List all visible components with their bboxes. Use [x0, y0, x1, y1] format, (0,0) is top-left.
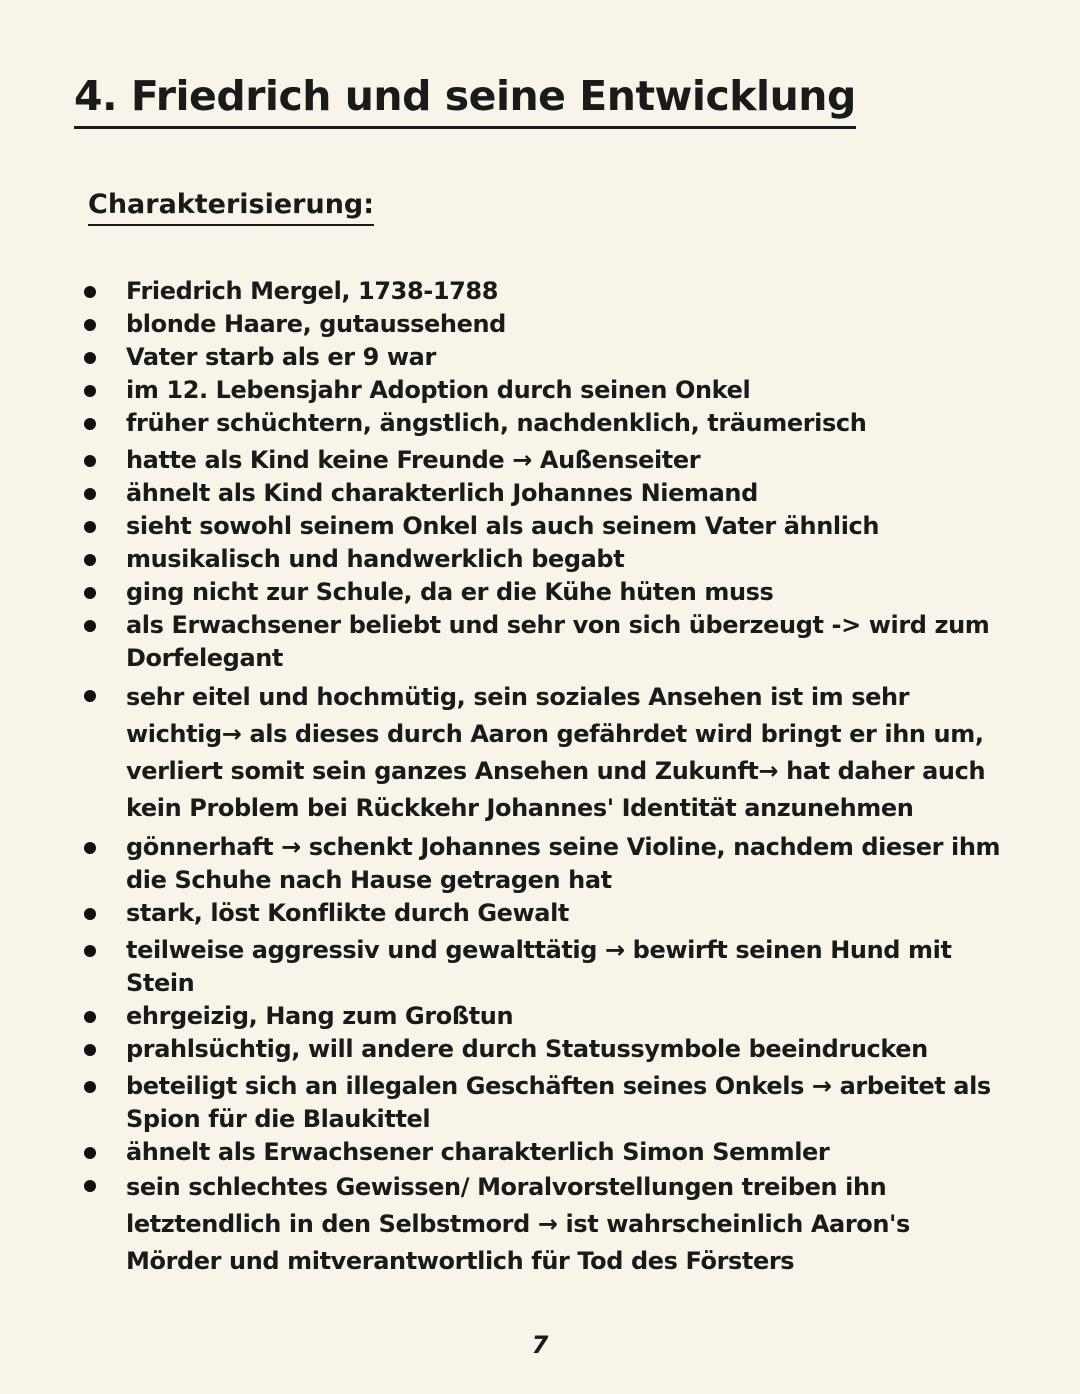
characteristics-list: [80, 275, 1010, 1280]
list-item: [80, 407, 1010, 440]
list-item: [80, 510, 1010, 543]
list-item-text: Vater starb als er 9 war: [126, 343, 436, 371]
bullet-icon: [84, 488, 96, 500]
list-item: [80, 897, 1010, 930]
list-item: [80, 934, 1010, 1000]
list-item-text: sein schlechtes Gewissen/ Moralvorstellungen treiben ihn letztendlich in den Selbstmord → ist wahrscheinlich Aaron's Mörder und mitverantwortlich für Tod des Försters: [126, 1173, 910, 1275]
bullet-icon: [84, 1180, 96, 1192]
bullet-icon: [84, 554, 96, 566]
bullet-icon: [84, 1044, 96, 1056]
list-item-text: sieht sowohl seinem Onkel als auch seinem Vater ähnlich: [126, 512, 880, 540]
page-number: 7: [531, 1331, 549, 1359]
bullet-icon: [84, 908, 96, 920]
list-item: [80, 1169, 1010, 1280]
bullet-icon: [84, 945, 96, 957]
list-item-text: als Erwachsener beliebt und sehr von sich überzeugt -> wird zum Dorfelegant: [126, 611, 990, 672]
list-item-text: musikalisch und handwerklich begabt: [126, 545, 625, 573]
list-item-text: gönnerhaft → schenkt Johannes seine Violine, nachdem dieser ihm die Schuhe nach Hause getragen hat: [126, 833, 1001, 894]
list-item: [80, 1000, 1010, 1033]
list-item: [80, 543, 1010, 576]
bullet-icon: [84, 690, 96, 702]
list-item-text: Friedrich Mergel, 1738-1788: [126, 277, 499, 305]
list-item: [80, 275, 1010, 308]
list-item-text: blonde Haare, gutaussehend: [126, 310, 506, 338]
list-item-text: beteiligt sich an illegalen Geschäften seines Onkels → arbeitet als Spion für die Blaukittel: [126, 1072, 991, 1133]
list-item: [80, 1136, 1010, 1169]
list-item: [80, 1070, 1010, 1136]
list-item-text: stark, löst Konflikte durch Gewalt: [126, 899, 569, 927]
list-item: [80, 576, 1010, 609]
list-item: [80, 831, 1010, 897]
list-item: [80, 341, 1010, 374]
bullet-icon: [84, 620, 96, 632]
list-item: [80, 679, 1010, 827]
list-item: [80, 308, 1010, 341]
list-item: [80, 444, 1010, 477]
list-item-text: sehr eitel und hochmütig, sein soziales Ansehen ist im sehr wichtig→ als dieses durch Aaron gefährdet wird bringt er ihn um, verliert somit sein ganzes Ansehen und Zukunft→ hat daher auch kein Problem bei Rückkehr Johannes' Identität anzunehmen: [126, 683, 986, 822]
list-item-text: prahlsüchtig, will andere durch Statussymbole beeindrucken: [126, 1035, 928, 1063]
bullet-icon: [84, 319, 96, 331]
list-item-text: ging nicht zur Schule, da er die Kühe hüten muss: [126, 578, 774, 606]
list-item: [80, 609, 1010, 675]
bullet-icon: [84, 455, 96, 467]
list-item-text: ähnelt als Erwachsener charakterlich Simon Semmler: [126, 1138, 830, 1166]
list-item-text: früher schüchtern, ängstlich, nachdenklich, träumerisch: [126, 409, 867, 437]
bullet-icon: [84, 352, 96, 364]
bullet-icon: [84, 418, 96, 430]
list-item: [80, 374, 1010, 407]
bullet-icon: [84, 1011, 96, 1023]
section-heading: Charakterisierung:: [88, 186, 374, 226]
bullet-icon: [84, 1081, 96, 1093]
bullet-icon: [84, 587, 96, 599]
bullet-icon: [84, 385, 96, 397]
bullet-icon: [84, 1147, 96, 1159]
list-item-text: hatte als Kind keine Freunde → Außenseiter: [126, 446, 701, 474]
list-item-text: ähnelt als Kind charakterlich Johannes Niemand: [126, 479, 758, 507]
bullet-icon: [84, 842, 96, 854]
bullet-icon: [84, 286, 96, 298]
list-item: [80, 477, 1010, 510]
list-item-text: ehrgeizig, Hang zum Großtun: [126, 1002, 514, 1030]
list-item-text: im 12. Lebensjahr Adoption durch seinen Onkel: [126, 376, 751, 404]
bullet-icon: [84, 521, 96, 533]
page-title: 4. Friedrich und seine Entwicklung: [74, 66, 856, 129]
list-item: [80, 1033, 1010, 1066]
list-item-text: teilweise aggressiv und gewalttätig → bewirft seinen Hund mit Stein: [126, 936, 952, 997]
